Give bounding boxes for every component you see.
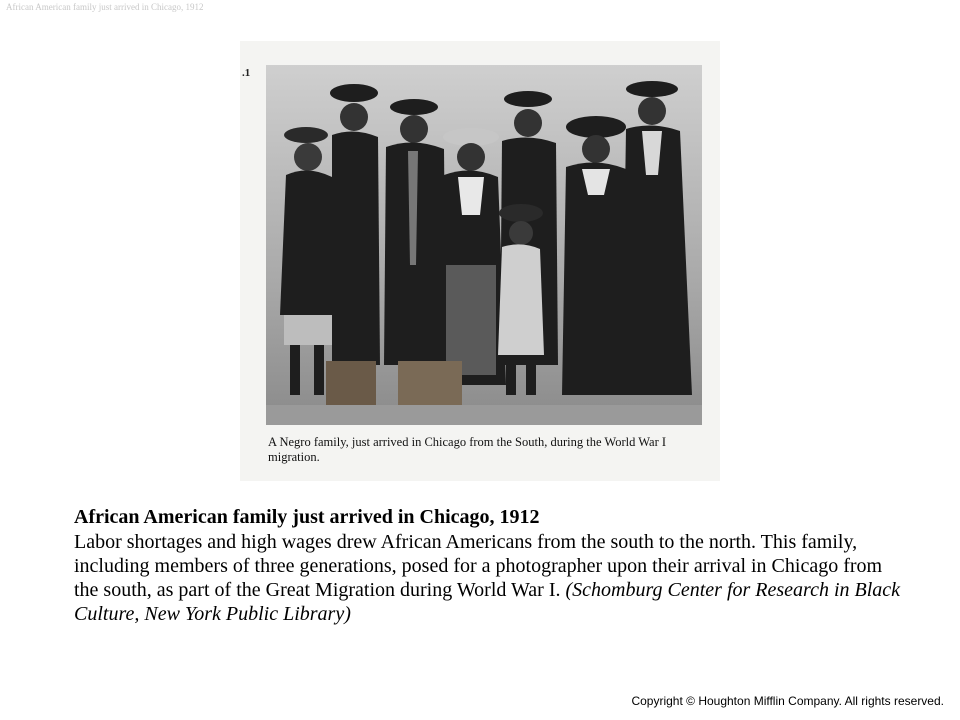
caption-credit: (Schomburg Center for Research in Black Culture, New York Public Library) [74,579,901,625]
photo-number: .1 [242,67,251,79]
header-caption: African American family just arrived in Chicago, 1912 [6,2,204,12]
caption-block [74,505,904,626]
caption-title: African American family just arrived in Chicago, 1912 [74,506,540,528]
family-photograph [266,65,702,465]
photo-caption: A Negro family, just arrived in Chicago from the South, during the World War I migration. [268,435,667,464]
copyright-notice: Copyright © Houghton Mifflin Company. All rights reserved. [631,694,944,708]
photo-frame [240,41,720,481]
caption-text: Labor shortages and high wages drew African Americans from the south to the north. This family, including members of three generations, posed for a photographer upon their arrival in Chicago from the south, as part of the Great Migration during World War I. [74,531,883,601]
caption-body [74,530,904,626]
